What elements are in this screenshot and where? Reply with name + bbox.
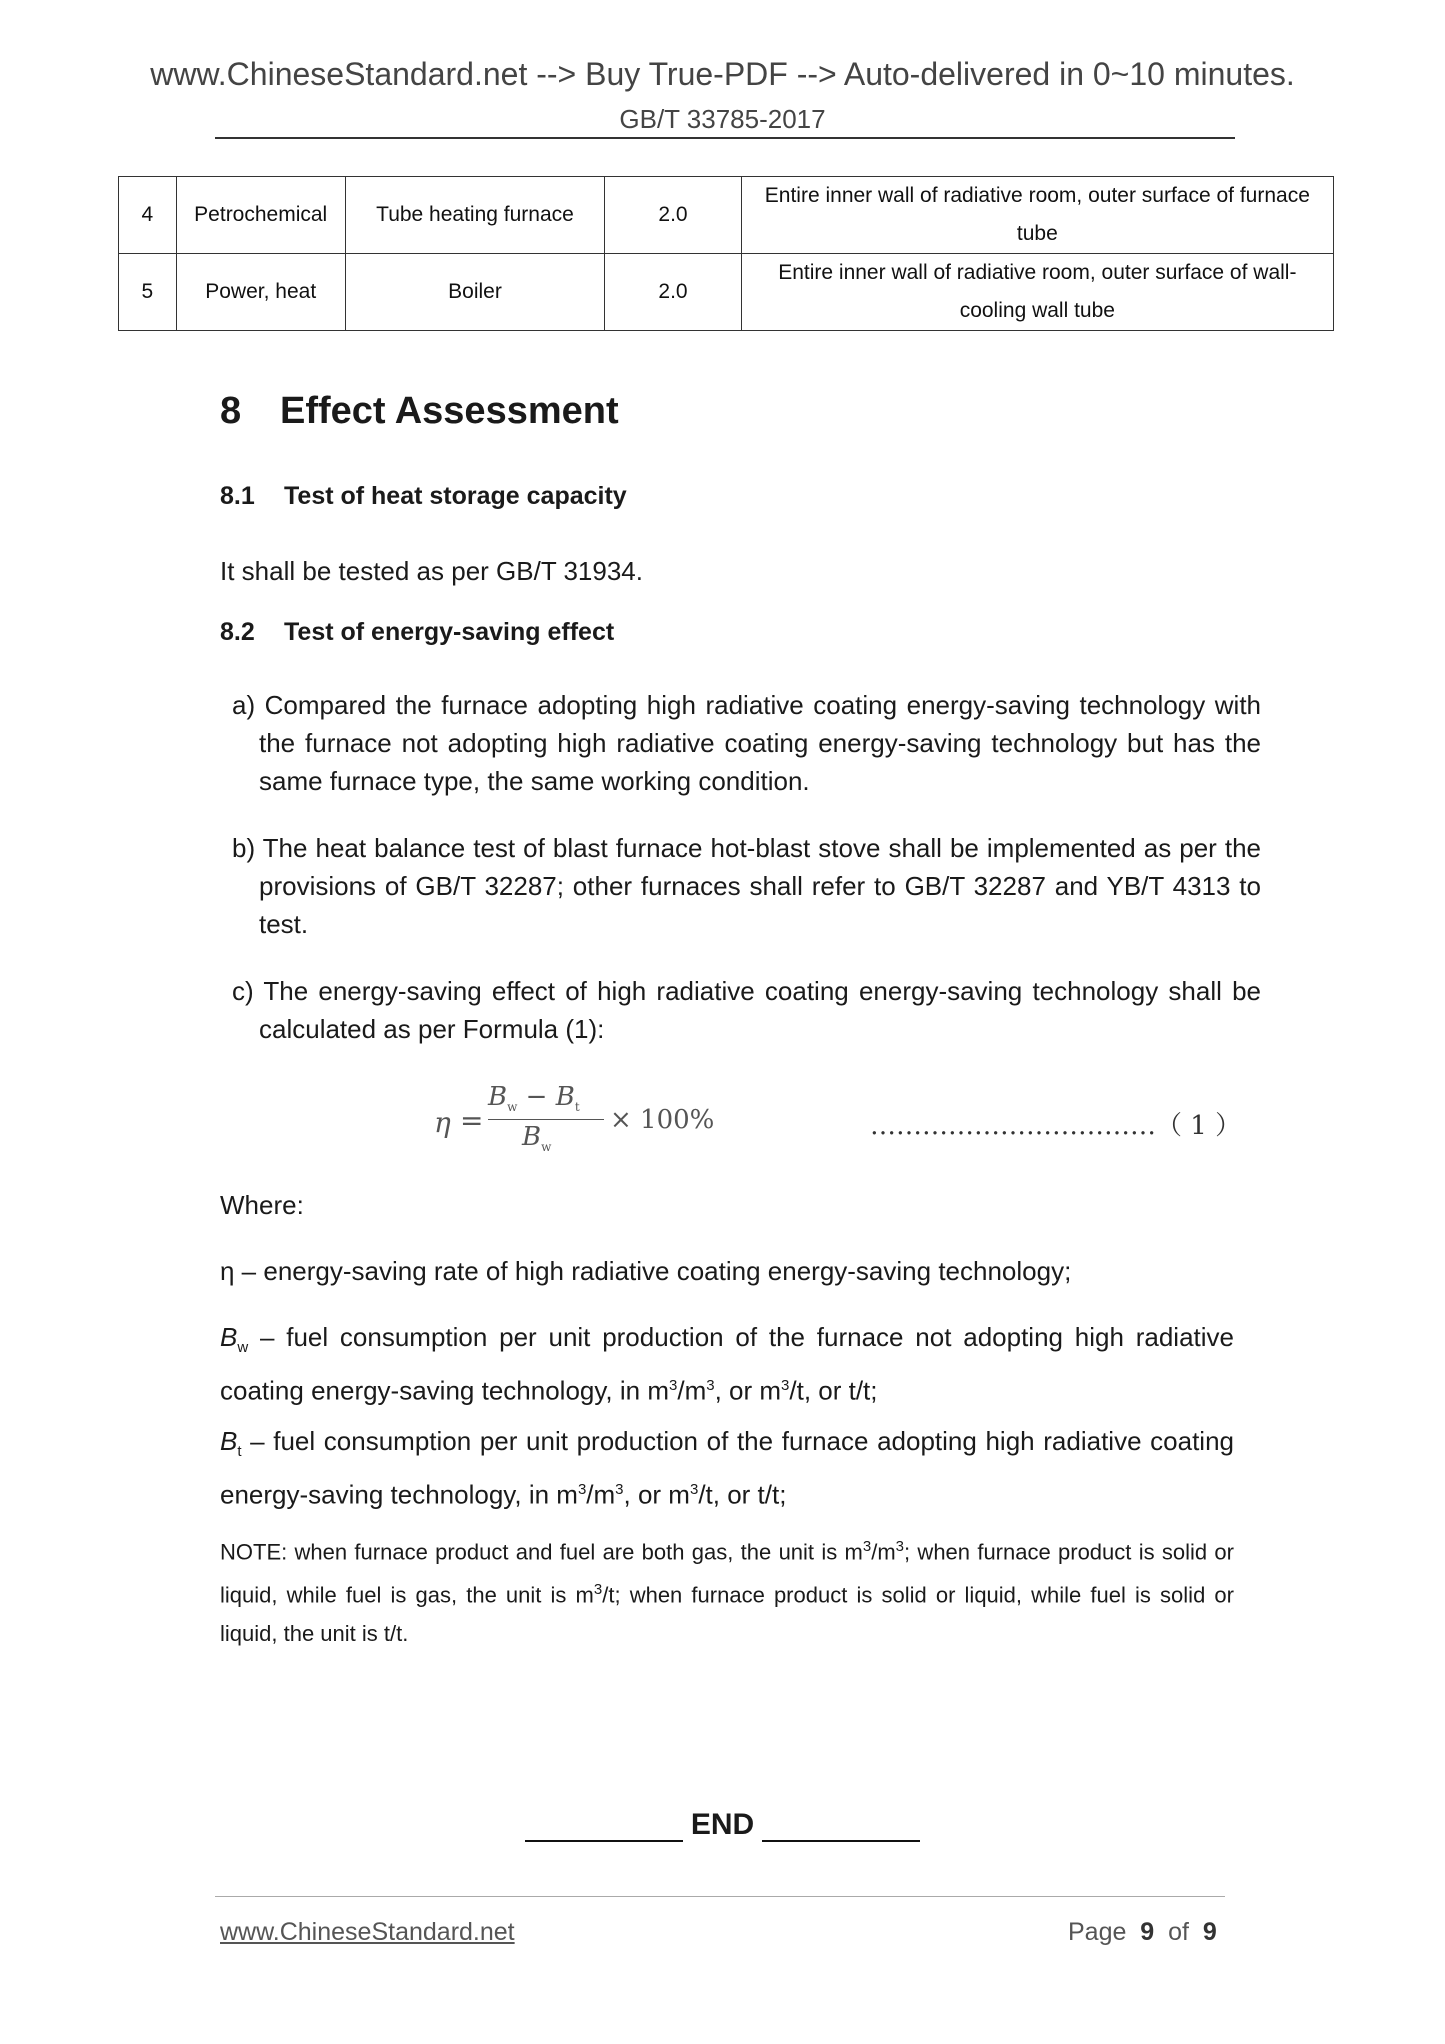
site-banner: www.ChineseStandard.net --> Buy True-PDF --> Auto-delivered in 0~10 minutes. — [150, 56, 1295, 92]
value-cell: 2.0 — [605, 177, 741, 254]
where-label: Where: — [220, 1190, 304, 1220]
section-8-1-text: It shall be tested as per GB/T 31934. — [220, 556, 643, 586]
section-8-1-heading — [220, 482, 627, 511]
section-title: Effect Assessment — [280, 390, 619, 432]
header-divider — [215, 137, 1235, 139]
definition-eta: η – energy-saving rate of high radiative coating energy-saving technology; — [220, 1256, 1072, 1286]
subsection-title: Test of heat storage capacity — [284, 482, 627, 510]
formula-times-100: × 100% — [610, 1105, 715, 1135]
table-row — [119, 177, 1334, 254]
end-marker — [0, 1808, 1445, 1842]
end-rule-left — [525, 1810, 683, 1842]
subsection-title: Test of energy-saving effect — [284, 618, 615, 646]
section-number: 8 — [220, 390, 242, 432]
fraction-bar — [488, 1119, 604, 1120]
list-item-b: b) The heat balance test of blast furnace hot-blast stove shall be implemented as per the provisions of GB/T 32287; other furnaces shall refer to GB/T 32287 and YB/T 4313 to test. — [232, 833, 1261, 939]
end-rule-right — [762, 1810, 920, 1842]
subsection-number: 8.1 — [220, 482, 255, 510]
furnace-cell: Tube heating furnace — [345, 177, 605, 254]
standard-code: GB/T 33785-2017 — [619, 104, 826, 134]
note-paragraph: NOTE: when furnace product and fuel are both gas, the unit is $m^3/m^3$; when furnace product is solid or liquid, while fuel is gas, the unit is $m^3/t$; when furnace product is solid or liquid, while fuel is solid or liquid, the unit is t/t. — [220, 1538, 1234, 1646]
definition-bt: $B_t$ – fuel consumption per unit production of the furnace adopting high radiative coating energy-saving technology, in $m^3/m^3$, or $m^3/t$, or t/t; — [220, 1426, 1234, 1510]
row-number: 4 — [119, 177, 177, 254]
formula-leader: ……………………………（ 1 ） — [870, 1111, 1242, 1141]
formula-1 — [430, 1084, 1250, 1164]
coating-area-cell: Entire inner wall of radiative room, outer surface of wall-cooling wall tube — [741, 254, 1333, 331]
coating-area-cell: Entire inner wall of radiative room, outer surface of furnace tube — [741, 177, 1333, 254]
end-label: END — [690, 1808, 755, 1841]
value-cell: 2.0 — [605, 254, 741, 331]
list-item-c: c) The energy-saving effect of high radiative coating energy-saving technology shall be calculated as per Formula (1): — [232, 976, 1261, 1044]
formula-numerator: $B_w - B_t$ — [488, 1082, 580, 1115]
section-8-2-heading — [220, 618, 614, 647]
footer-divider — [215, 1896, 1225, 1897]
formula-eta: η — [434, 1106, 451, 1139]
total-pages: 9 — [1202, 1918, 1217, 1946]
definition-bw: $B_w$ – fuel consumption per unit production of the furnace not adopting high radiative coating energy-saving technology, in $m^3/m^3$, or $m^3/t$, or t/t; — [220, 1322, 1234, 1406]
footer-site-link[interactable]: www.ChineseStandard.net — [220, 1918, 515, 1946]
section-8-heading — [220, 390, 619, 433]
formula-equals: = — [460, 1104, 484, 1137]
table-row — [119, 254, 1334, 331]
list-item-a: a) Compared the furnace adopting high radiative coating energy-saving technology with the furnace not adopting high radiative coating energy-saving technology but has the same furnace type, the same working condition. — [232, 690, 1261, 796]
industry-cell: Power, heat — [176, 254, 345, 331]
coating-area-table — [118, 176, 1334, 331]
furnace-cell: Boiler — [345, 254, 605, 331]
industry-cell: Petrochemical — [176, 177, 345, 254]
formula-denominator: $B_w$ — [522, 1122, 552, 1155]
row-number: 5 — [119, 254, 177, 331]
page-indicator: Page 9 of 9 — [1068, 1918, 1217, 1946]
formula-number: （ 1 ） — [1156, 1111, 1242, 1141]
current-page: 9 — [1140, 1918, 1155, 1946]
subsection-number: 8.2 — [220, 618, 255, 646]
